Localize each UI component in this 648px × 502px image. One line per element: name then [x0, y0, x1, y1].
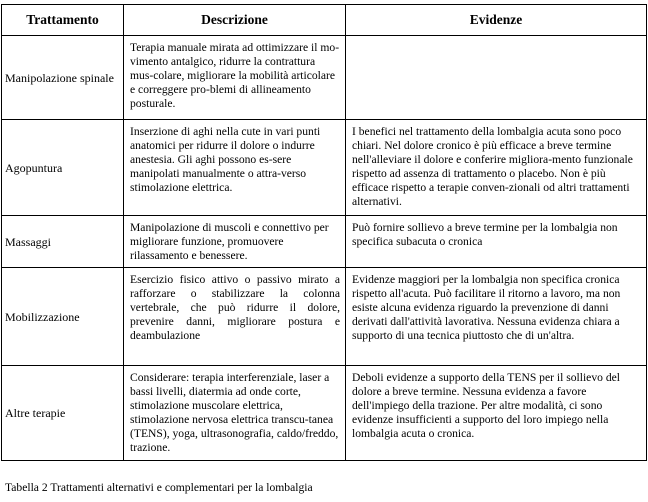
table-caption: Tabella 2 Trattamenti alternativi e complementari per la lombalgia: [5, 481, 313, 494]
treatment-evidence: Evidenze maggiori per la lombalgia non specifica cronica rispetto all'acuta. Può facilitare il ritorno a lavoro, ma non esiste alcuna evidenza riguardo la prevenzione di danni derivati dall'attività lavorativa. Nessuna evidenza chiara a supporto di una tecnica piuttosto che di un'altra.: [346, 268, 647, 366]
treatment-name: Altre terapie: [2, 366, 124, 461]
table-row: [2, 366, 647, 461]
treatment-evidence: Può fornire sollievo a breve termine per la lombalgia non specifica subacuta o cronica: [346, 216, 647, 268]
treatment-name: Massaggi: [2, 216, 124, 268]
treatment-description: Terapia manuale mirata ad ottimizzare il mo-vimento antalgico, ridurre la contrattura mus-colare, migliorare la mobilità articolare e correggere pro-blemi di allineamento posturale.: [124, 36, 346, 120]
treatment-evidence: Deboli evidenze a supporto della TENS per il sollievo del dolore a breve termine. Nessuna evidenza a favore dell'impiego della trazione. Per altre modalità, ci sono evidenze insufficienti a supporto del loro impiego nella lombalgia acuta o cronica.: [346, 366, 647, 461]
treatment-name: Agopuntura: [2, 120, 124, 216]
treatment-description: Esercizio fisico attivo o passivo mirato a rafforzare o stabilizzare la colonna vertebrale, che può ridurre il dolore, prevenire danni, migliorare postura e deambulazione: [124, 268, 346, 366]
table-header-row: [2, 5, 647, 36]
header-trattamento: Trattamento: [2, 5, 124, 36]
treatment-description: Manipolazione di muscoli e connettivo per migliorare funzione, promuovere rilassamento e benessere.: [124, 216, 346, 268]
treatment-evidence: [346, 36, 647, 120]
treatment-description: Considerare: terapia interferenziale, laser a bassi livelli, diatermia ad onde corte, stimolazione muscolare elettrica, stimolazione nervosa elettrica transcu-tanea (TENS), yoga, ultrasonografia, caldo/freddo, trazione.: [124, 366, 346, 461]
table-row: [2, 120, 647, 216]
treatment-description: Inserzione di aghi nella cute in vari punti anatomici per ridurre il dolore o indurre anestesia. Gli aghi possono es-sere manipolati manualmente o attra-verso stimolazione elettrica.: [124, 120, 346, 216]
header-descrizione: Descrizione: [124, 5, 346, 36]
table-row: [2, 36, 647, 120]
header-evidenze: Evidenze: [346, 5, 647, 36]
table-row: [2, 268, 647, 366]
treatments-table: [1, 4, 647, 461]
treatment-name: Manipolazione spinale: [2, 36, 124, 120]
treatment-name: Mobilizzazione: [2, 268, 124, 366]
table-row: [2, 216, 647, 268]
treatment-evidence: I benefici nel trattamento della lombalgia acuta sono poco chiari. Nel dolore cronico è più efficace a breve termine nell'alleviare il dolore e conferire migliora-mento funzionale rispetto ad assenza di trattamento o placebo. Non è più efficace rispetto a terapie conven-zionali od altri trattamenti alternativi.: [346, 120, 647, 216]
